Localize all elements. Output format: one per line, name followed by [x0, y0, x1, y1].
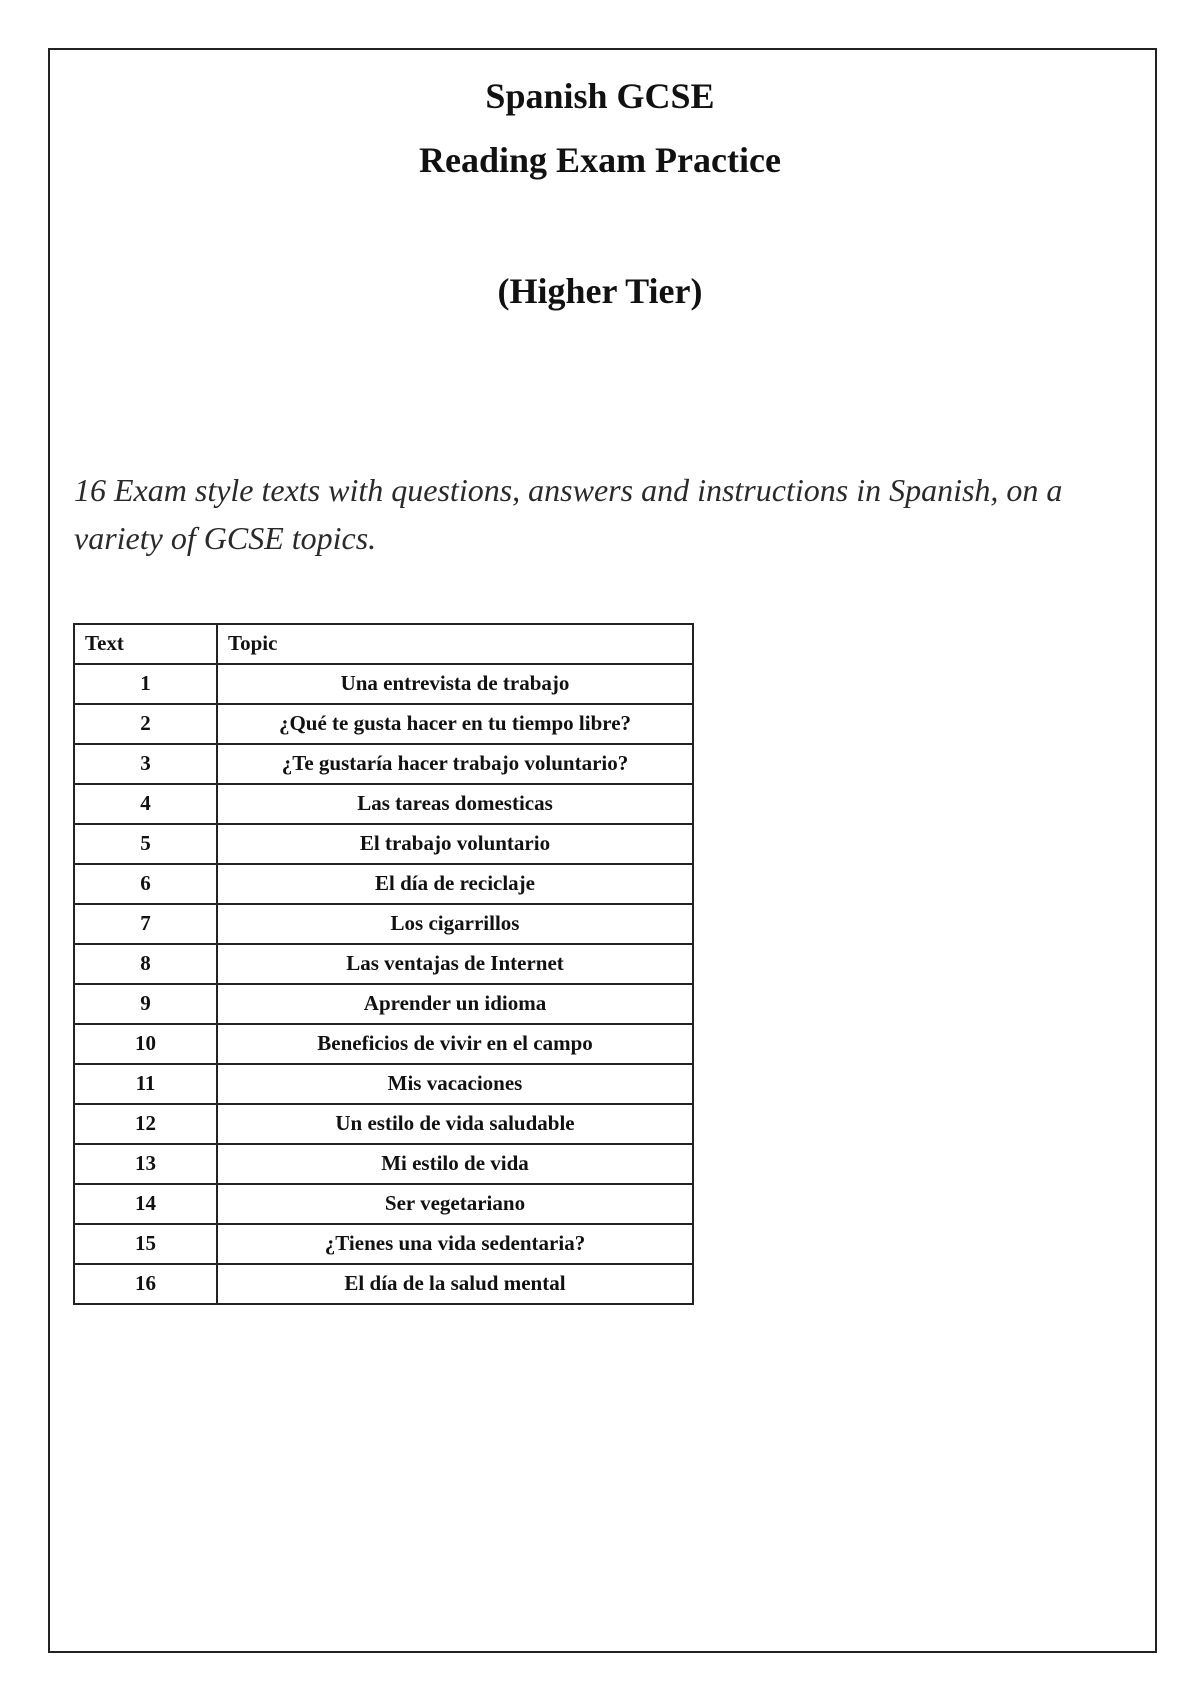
- table-row: [74, 664, 693, 704]
- header-topic: Topic: [217, 624, 693, 664]
- topic-name: ¿Qué te gusta hacer en tu tiempo libre?: [217, 704, 693, 744]
- text-number: 7: [74, 904, 217, 944]
- topics-table: [73, 623, 694, 1305]
- table-row: [74, 784, 693, 824]
- table-row: [74, 1064, 693, 1104]
- title-line-2: Reading Exam Practice: [419, 140, 781, 180]
- table-row: [74, 744, 693, 784]
- topic-name: Beneficios de vivir en el campo: [217, 1024, 693, 1064]
- topic-name: El día de reciclaje: [217, 864, 693, 904]
- topic-name: ¿Te gustaría hacer trabajo voluntario?: [217, 744, 693, 784]
- text-number: 2: [74, 704, 217, 744]
- tier-label: (Higher Tier): [497, 271, 703, 311]
- table-row: [74, 1144, 693, 1184]
- text-number: 8: [74, 944, 217, 984]
- topic-name: Ser vegetariano: [217, 1184, 693, 1224]
- table-row: [74, 1184, 693, 1224]
- topic-name: Las ventajas de Internet: [217, 944, 693, 984]
- topic-name: ¿Tienes una vida sedentaria?: [217, 1224, 693, 1264]
- text-number: 4: [74, 784, 217, 824]
- topic-name: Una entrevista de trabajo: [217, 664, 693, 704]
- topic-name: Los cigarrillos: [217, 904, 693, 944]
- topic-name: Aprender un idioma: [217, 984, 693, 1024]
- intro-text: 16 Exam style texts with questions, answers and instructions in Spanish, on a variety of GCSE topics.: [74, 472, 1063, 556]
- table-row: [74, 1104, 693, 1144]
- topic-name: Mis vacaciones: [217, 1064, 693, 1104]
- topic-name: El trabajo voluntario: [217, 824, 693, 864]
- text-number: 6: [74, 864, 217, 904]
- text-number: 16: [74, 1264, 217, 1304]
- text-number: 12: [74, 1104, 217, 1144]
- table-row: [74, 704, 693, 744]
- title-line-1: Spanish GCSE: [485, 76, 715, 116]
- header-text: Text: [74, 624, 217, 664]
- text-number: 15: [74, 1224, 217, 1264]
- table-row: [74, 864, 693, 904]
- table-row: [74, 1264, 693, 1304]
- text-number: 13: [74, 1144, 217, 1184]
- text-number: 5: [74, 824, 217, 864]
- table-row: [74, 984, 693, 1024]
- table-header-row: [74, 624, 693, 664]
- table-body: [74, 664, 693, 1304]
- topic-name: Las tareas domesticas: [217, 784, 693, 824]
- text-number: 9: [74, 984, 217, 1024]
- topic-name: Un estilo de vida saludable: [217, 1104, 693, 1144]
- table-row: [74, 824, 693, 864]
- text-number: 14: [74, 1184, 217, 1224]
- topic-name: El día de la salud mental: [217, 1264, 693, 1304]
- text-number: 3: [74, 744, 217, 784]
- topic-name: Mi estilo de vida: [217, 1144, 693, 1184]
- table-row: [74, 904, 693, 944]
- text-number: 11: [74, 1064, 217, 1104]
- table-row: [74, 1224, 693, 1264]
- table-row: [74, 944, 693, 984]
- table-row: [74, 1024, 693, 1064]
- text-number: 10: [74, 1024, 217, 1064]
- text-number: 1: [74, 664, 217, 704]
